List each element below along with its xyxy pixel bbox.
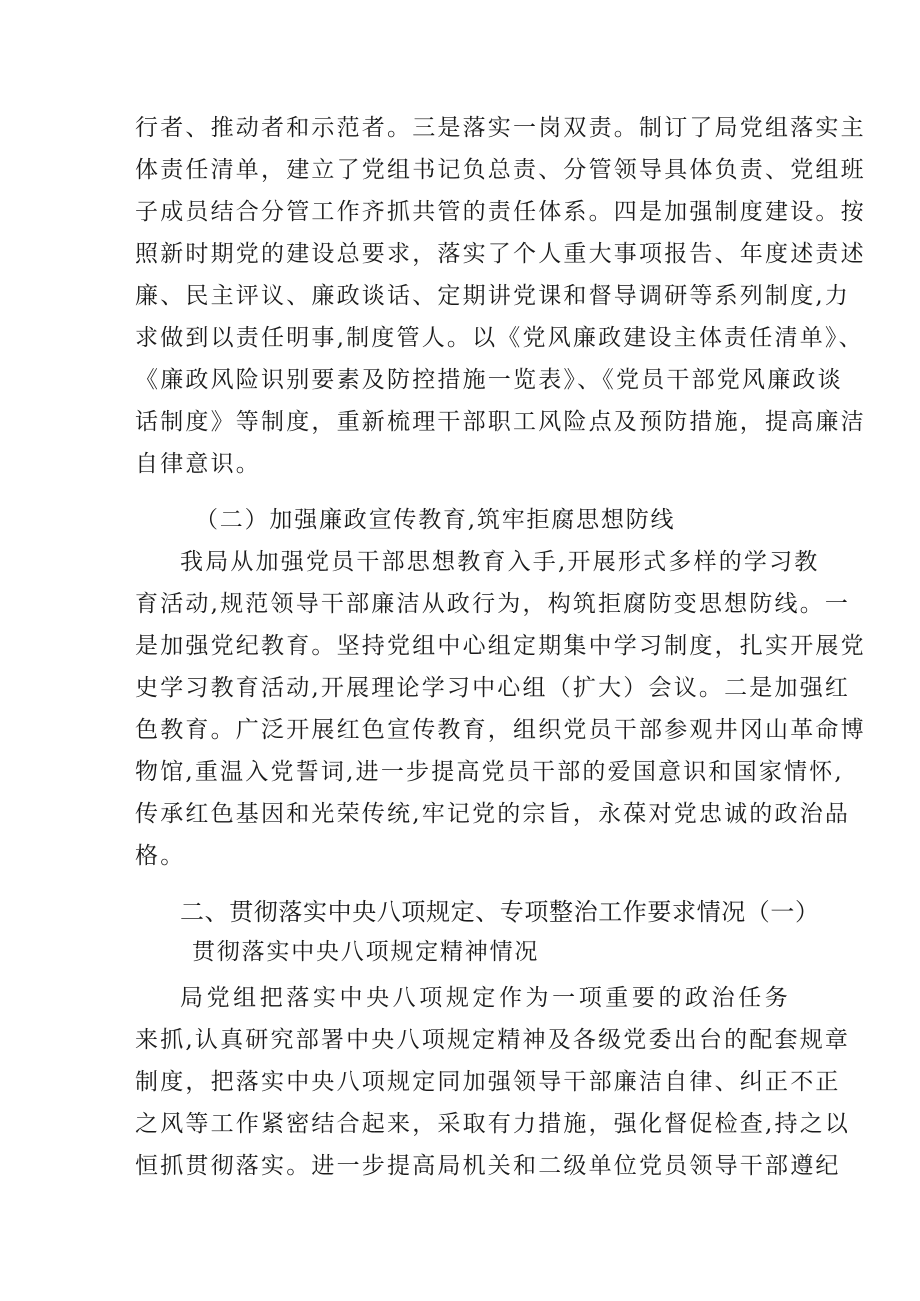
body-text-line: 体责任清单，建立了党组书记负总责、分管领导具体负责、党组班 xyxy=(135,157,866,183)
body-text-line: 求做到以责任明事,制度管人。以《党风廉政建设主体责任清单》、 xyxy=(135,325,864,351)
body-text-line: 《廉政风险识别要素及防控措施一览表》、《党员干部党风廉政谈 xyxy=(135,367,843,393)
section-heading: 二、贯彻落实中央八项规定、专项整治工作要求情况（一） xyxy=(180,898,820,926)
paragraph-first-line: 局党组把落实中央八项规定作为一项重要的政治任务 xyxy=(180,985,790,1011)
body-text-line: 恒抓贯彻落实。进一步提高局机关和二级单位党员领导干部遵纪 xyxy=(135,1153,841,1179)
body-text-line: 来抓,认真研究部署中央八项规定精神及各级党委出台的配套规章 xyxy=(135,1027,851,1053)
body-text-line: 子成员结合分管工作齐抓共管的责任体系。四是加强制度建设。按 xyxy=(135,199,866,225)
body-text-line: 行者、推动者和示范者。三是落实一岗双责。制订了局党组落实主 xyxy=(135,115,866,141)
body-text-line: 话制度》等制度，重新梳理干部职工风险点及预防措施，提高廉洁 xyxy=(135,409,866,435)
section-subheading: （二）加强廉政宣传教育,筑牢拒腐思想防线 xyxy=(195,507,676,533)
body-text-line: 廉、民主评议、廉政谈话、定期讲党课和督导调研等系列制度,力 xyxy=(135,283,851,309)
body-text-line: 是加强党纪教育。坚持党组中心组定期集中学习制度，扎实开展党 xyxy=(135,633,866,659)
body-text-line: 之风等工作紧密结合起来，采取有力措施，强化督促检查,持之以 xyxy=(135,1111,851,1137)
paragraph-first-line: 我局从加强党员干部思想教育入手,开展形式多样的学习教 xyxy=(180,549,820,575)
body-text-line: 传承红色基因和光荣传统,牢记党的宗旨，永葆对党忠诚的政治品 xyxy=(135,801,851,827)
body-text-line: 史学习教育活动,开展理论学习中心组（扩大）会议。二是加强红 xyxy=(135,675,851,701)
body-text-line: 制度，把落实中央八项规定同加强领导干部廉洁自律、纠正不正 xyxy=(135,1069,841,1095)
body-text-line: 照新时期党的建设总要求，落实了个人重大事项报告、年度述责述 xyxy=(135,241,866,267)
body-text-line: 自律意识。 xyxy=(135,451,261,477)
body-text-line: 育活动,规范领导干部廉洁从政行为，构筑拒腐防变思想防线。一 xyxy=(135,591,851,617)
body-text-line: 格。 xyxy=(135,843,186,869)
section-subheading: 贯彻落实中央八项规定精神情况 xyxy=(192,939,540,965)
body-text-line: 色教育。广泛开展红色宣传教育，组织党员干部参观井冈山革命博 xyxy=(135,717,866,743)
body-text-line: 物馆,重温入党誓词,进一步提高党员干部的爱国意识和国家情怀, xyxy=(135,759,844,785)
